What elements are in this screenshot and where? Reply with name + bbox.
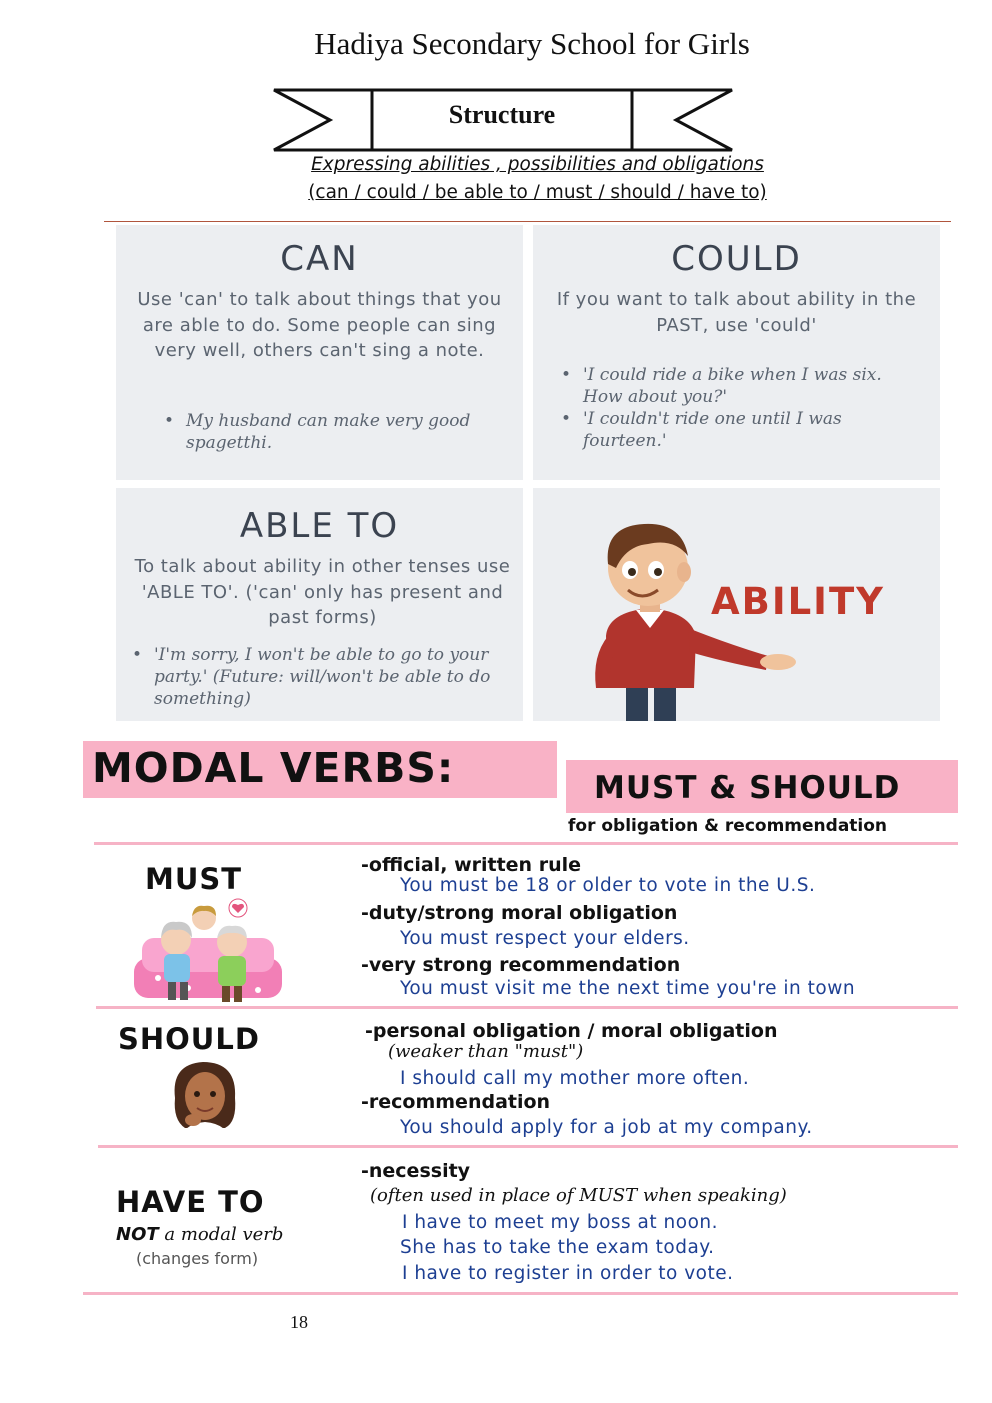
divider: [94, 842, 958, 845]
must-label: MUST: [145, 862, 243, 896]
have-to-label: HAVE TO: [116, 1185, 265, 1219]
can-title: CAN: [280, 239, 359, 279]
can-bullets: [164, 410, 484, 454]
must-example-vote: You must be 18 or older to vote in the U.S.: [400, 875, 816, 896]
tagline-clip: [568, 816, 958, 842]
family-on-sofa-icon: [128, 898, 288, 1008]
able-to-title: ABLE TO: [239, 506, 400, 546]
should-rule-recommendation: -recommendation: [361, 1091, 551, 1113]
should-label: SHOULD: [118, 1022, 260, 1056]
banner-label: Structure: [448, 100, 556, 129]
should-rule-personal: -personal obligation / moral obligation: [365, 1020, 778, 1042]
could-text: If you want to talk about ability in the PAST, use 'could': [556, 289, 917, 336]
could-panel: [533, 225, 940, 480]
can-panel: [116, 225, 523, 480]
must-rule-recommendation: -very strong recommendation: [361, 954, 681, 976]
must-example-clip: [400, 978, 958, 1004]
divider: [98, 1145, 958, 1148]
must-rule-duty: -duty/strong moral obligation: [361, 902, 678, 924]
have-to-example-exam: She has to take the exam today.: [400, 1237, 715, 1258]
not-word: NOT: [116, 1224, 159, 1245]
ability-word: ABILITY: [711, 580, 885, 623]
divider: [83, 1292, 958, 1295]
could-bullets: [561, 364, 901, 452]
modal-verbs-title: MODAL VERBS:: [92, 744, 455, 792]
divider: [96, 1006, 958, 1009]
thinking-girl-icon: [165, 1058, 245, 1144]
could-title: COULD: [671, 239, 802, 279]
not-modal-note: [116, 1224, 283, 1245]
have-to-example-boss: I have to meet my boss at noon.: [402, 1212, 718, 1233]
not-modal-rest: a modal verb: [158, 1224, 284, 1245]
page-number: 18: [290, 1312, 308, 1332]
list-item: • My husband can make very good spagetthi.: [164, 410, 484, 454]
subtitle-abilities: Expressing abilities , possibilities and obligations: [311, 154, 764, 175]
must-rule-official: -official, written rule: [361, 854, 581, 876]
changes-form-note: (changes form): [136, 1249, 259, 1268]
able-to-text: To talk about ability in other tenses use 'ABLE TO'. ('can' only has present and past forms): [134, 556, 511, 628]
header-divider: [104, 221, 951, 222]
list-item: • 'I could ride a bike when I was six. How about you?': [561, 364, 901, 408]
should-example-mother: I should call my mother more often.: [400, 1068, 750, 1089]
must-example-elders: You must respect your elders.: [400, 928, 690, 949]
able-to-bullets: [132, 644, 512, 710]
should-note-weaker: (weaker than "must"): [388, 1041, 584, 1062]
list-item: • 'I'm sorry, I won't be able to go to your party.' (Future: will/won't be able to do something): [132, 644, 512, 710]
must-should-box: [566, 760, 958, 813]
can-text: Use 'can' to talk about things that you are able to do. Some people can sing very well, others can't sing a note.: [137, 289, 502, 361]
have-to-note-speaking: (often used in place of MUST when speaking): [370, 1185, 787, 1206]
must-example-visit: You must visit me the next time you're in town: [400, 978, 856, 999]
able-to-panel: [116, 488, 523, 721]
have-to-example-register: I have to register in order to vote.: [402, 1263, 734, 1284]
subtitle-modals-list: (can / could / be able to / must / should / have to): [308, 182, 767, 203]
ability-panel: [533, 488, 940, 721]
obligation-tagline: for obligation & recommendation: [568, 816, 888, 836]
must-should-title: MUST & SHOULD: [594, 770, 901, 806]
school-title: Hadiya Secondary School for Girls: [314, 26, 750, 61]
should-example-job: You should apply for a job at my company.: [400, 1117, 813, 1138]
have-to-rule-necessity: -necessity: [361, 1160, 471, 1182]
list-item: • 'I couldn't ride one until I was fourteen.': [561, 408, 901, 452]
